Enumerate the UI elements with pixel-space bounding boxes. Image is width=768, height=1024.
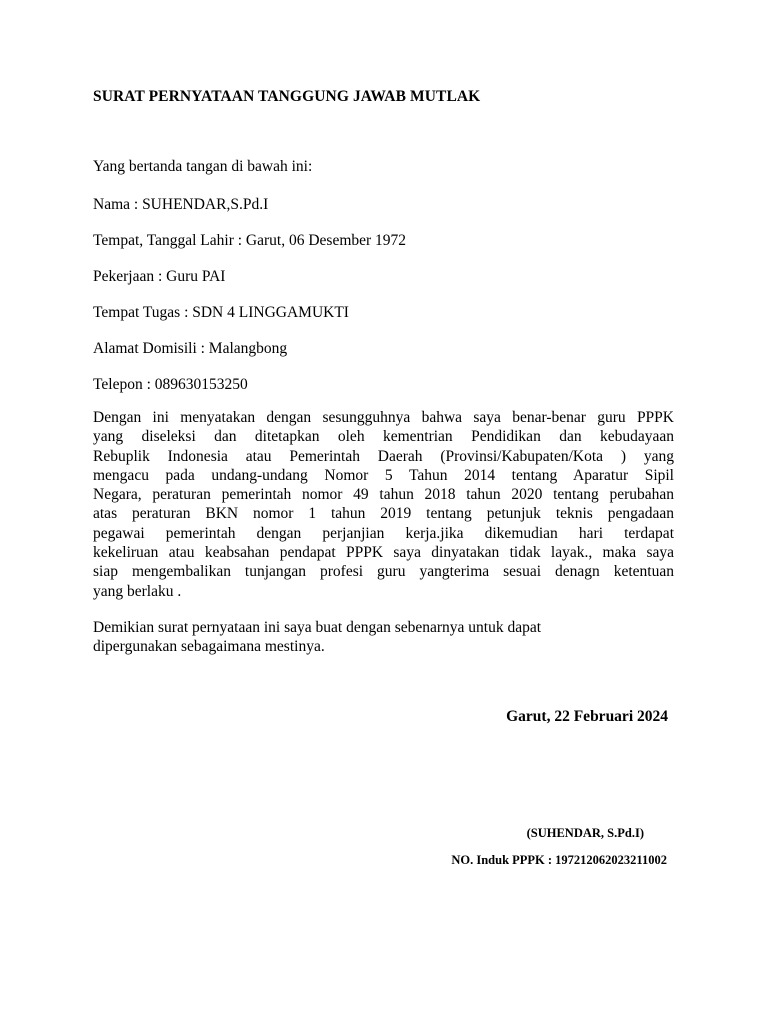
field-tempat-tanggal-lahir: Tempat, Tanggal Lahir : Garut, 06 Desember 1972 — [93, 232, 407, 249]
statement-line: kekeliruan atau keabsahan pendapat PPPK saya dinyatakan tidak layak., maka saya — [93, 544, 674, 562]
statement-line: Negara, peraturan pemerintah nomor 49 tahun 2018 tahun 2020 tentang perubahan — [93, 486, 674, 504]
field-tempat-tugas: Tempat Tugas : SDN 4 LINGGAMUKTI — [93, 304, 349, 321]
document-title: SURAT PERNYATAAN TANGGUNG JAWAB MUTLAK — [93, 88, 481, 105]
closing-line: dipergunakan sebagaimana mestinya. — [93, 638, 325, 656]
statement-paragraph — [93, 408, 674, 601]
signer-name: (SUHENDAR, S.Pd.I) — [526, 826, 644, 840]
statement-line: siap mengembalikan tunjangan profesi guru yangterima sesuai denagn ketentuan — [93, 563, 674, 581]
pppk-number: NO. Induk PPPK : 197212062023211002 — [451, 853, 667, 867]
place-date: Garut, 22 Februari 2024 — [506, 708, 668, 725]
statement-line: Dengan ini menyatakan dengan sesungguhnya bahwa saya benar-benar guru PPPK — [93, 409, 674, 426]
field-telepon: Telepon : 089630153250 — [93, 376, 248, 393]
statement-line: mengacu pada undang-undang Nomor 5 Tahun 2014 tentang Aparatur Sipil — [93, 466, 674, 484]
intro-text: Yang bertanda tangan di bawah ini: — [93, 158, 313, 175]
closing-paragraph — [93, 618, 541, 657]
field-alamat-domisili: Alamat Domisili : Malangbong — [93, 340, 288, 357]
field-pekerjaan: Pekerjaan : Guru PAI — [93, 268, 226, 285]
statement-line: yang berlaku . — [93, 582, 182, 600]
statement-line: pegawai pemerintah dengan perjanjian kerja.jika dikemudian hari terdapat — [93, 524, 674, 542]
closing-line: Demikian surat pernyataan ini saya buat dengan sebenarnya untuk dapat — [93, 619, 542, 636]
statement-line: atas peraturan BKN nomor 1 tahun 2019 tentang petunjuk teknis pengadaan — [93, 505, 674, 523]
statement-line: Rebuplik Indonesia atau Pemerintah Daerah (Provinsi/Kabupaten/Kota ) yang — [93, 447, 674, 465]
statement-line: yang diseleksi dan ditetapkan oleh kementrian Pendidikan dan kebudayaan — [93, 428, 674, 446]
field-nama: Nama : SUHENDAR,S.Pd.I — [93, 196, 269, 213]
